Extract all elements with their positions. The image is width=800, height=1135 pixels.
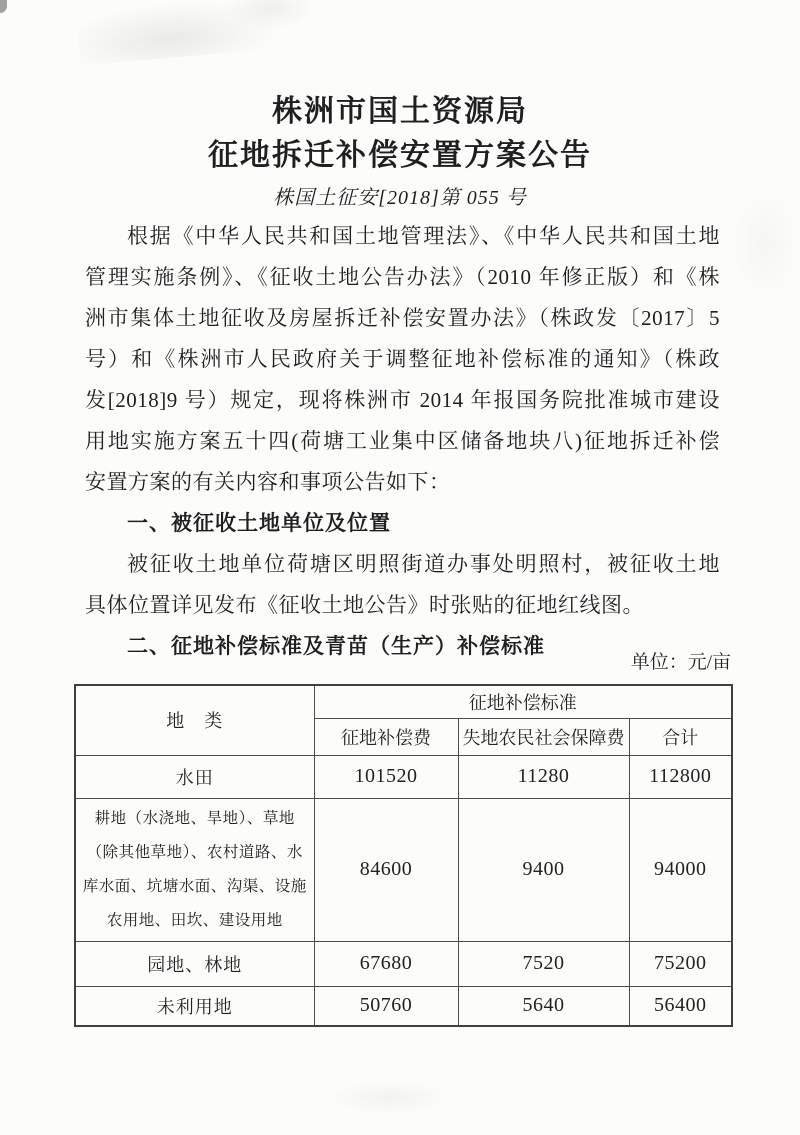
table-cell-value: 50760: [314, 986, 458, 1026]
table-cell-land-type: 耕地（水浇地、旱地）、草地（除其他草地）、农村道路、水库水面、坑塘水面、沟渠、设施农用地、田坎、建设用地: [75, 798, 314, 941]
table-cell-land-type: 园地、林地: [75, 941, 314, 986]
table-row: [75, 798, 732, 941]
table-cell-value: 9400: [458, 798, 629, 941]
table-header-land-type: 地 类: [75, 685, 314, 755]
table-cell-value: 67680: [314, 941, 458, 986]
table-header-total: 合计: [629, 718, 732, 755]
table-cell-value: 5640: [458, 986, 629, 1026]
text-line: 具体位置详见发布《征收土地公告》时张贴的征地红线图。: [85, 593, 644, 617]
scan-smudge-artifact: [225, 0, 315, 30]
text-line: 号）和《株洲市人民政府关于调整征地补偿标准的通知》（株政: [85, 347, 720, 371]
table-cell-value: 7520: [458, 941, 629, 986]
text-line: 管理实施条例》、《征收土地公告办法》（2010 年修正版）和《株: [85, 265, 720, 289]
table-cell-land-type: 水田: [75, 755, 314, 798]
table-header-compensation-fee: 征地补偿费: [314, 718, 458, 755]
document-title-line1: 株洲市国土资源局: [272, 95, 528, 128]
text-line: 根据《中华人民共和国土地管理法》、《中华人民共和国土地: [127, 224, 720, 248]
text-line: 被征收土地单位荷塘区明照街道办事处明照村，被征收土地: [127, 552, 720, 576]
scan-corner-artifact: [0, 0, 7, 13]
table-row: [75, 941, 732, 986]
section-1-heading: 一、被征收土地单位及位置: [127, 511, 391, 535]
table-row: [75, 986, 732, 1026]
table-cell-value: 75200: [629, 941, 732, 986]
text-line: 发[2018]9 号）规定，现将株洲市 2014 年报国务院批准城市建设: [85, 388, 720, 412]
table-unit-label: 单位：元/亩: [630, 652, 731, 673]
section-2-heading: 二、征地补偿标准及青苗（生产）补偿标准: [127, 634, 545, 658]
table-row: [75, 755, 732, 798]
document-number: 株国土征安[2018]第 055 号: [273, 187, 527, 209]
compensation-standards-table: [74, 684, 733, 1027]
table-header-row: [75, 685, 732, 718]
table-header-group: 征地补偿标准: [314, 685, 732, 718]
scan-smudge-artifact: [330, 1080, 450, 1115]
document-title-line2: 征地拆迁补偿安置方案公告: [208, 139, 592, 172]
table-cell-value: 112800: [629, 755, 732, 798]
table-cell-land-type: 未利用地: [75, 986, 314, 1026]
table-cell-value: 56400: [629, 986, 732, 1026]
table-cell-value: 84600: [314, 798, 458, 941]
text-line: 安置方案的有关内容和事项公告如下：: [85, 470, 451, 494]
text-line: 洲市集体土地征收及房屋拆迁补偿安置办法》（株政发〔2017〕5: [85, 306, 720, 330]
table-header-social-security-fee: 失地农民社会保障费: [458, 718, 629, 755]
table-cell-value: 101520: [314, 755, 458, 798]
text-line: 用地实施方案五十四(荷塘工业集中区储备地块八)征地拆迁补偿: [85, 429, 720, 453]
document-body: [85, 216, 720, 667]
table-cell-value: 94000: [629, 798, 732, 941]
table-cell-value: 11280: [458, 755, 629, 798]
